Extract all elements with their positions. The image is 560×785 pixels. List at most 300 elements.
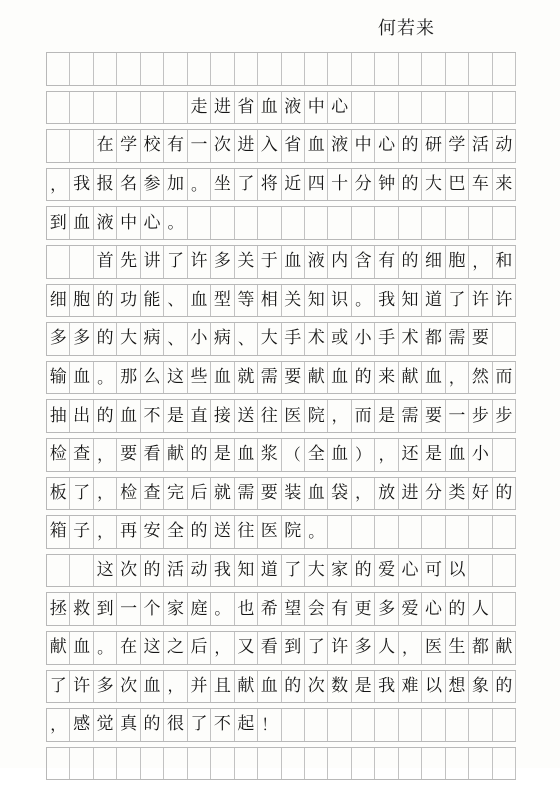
grid-cell: 人	[469, 593, 492, 625]
grid-cell	[469, 92, 492, 124]
grid-cell: 出	[70, 400, 93, 432]
grid-cell: 血	[235, 439, 258, 471]
grid-cell: 而	[493, 362, 516, 394]
grid-cell: 进	[399, 478, 422, 510]
grid-cell	[352, 53, 375, 85]
grid-cell: 血	[328, 439, 351, 471]
grid-cell: ，	[47, 709, 70, 741]
grid-cell	[493, 53, 516, 85]
grid-cell: 液	[305, 246, 328, 278]
grid-cell	[328, 53, 351, 85]
grid-cell: 进	[211, 92, 234, 124]
grid-cell: （	[282, 439, 305, 471]
grid-cell	[422, 748, 445, 780]
grid-cell	[70, 555, 93, 587]
grid-cell: 血	[70, 632, 93, 664]
grid-cell: 。	[94, 362, 117, 394]
grid-cell: 直	[188, 400, 211, 432]
grid-cell: 送	[235, 400, 258, 432]
grid-cell	[469, 709, 492, 741]
grid-cell: 到	[94, 593, 117, 625]
grid-cell	[469, 555, 492, 587]
grid-cell: ！	[258, 709, 281, 741]
grid-cell	[47, 748, 70, 780]
grid-cell	[469, 748, 492, 780]
grid-cell: ，	[94, 478, 117, 510]
grid-cell: 许	[328, 632, 351, 664]
grid-cell: 感	[70, 709, 93, 741]
grid-cell: 相	[258, 285, 281, 317]
grid-cell: 全	[164, 516, 187, 548]
grid-cell: 许	[469, 285, 492, 317]
grid-cell: 先	[117, 246, 140, 278]
grid-cell: 了	[235, 169, 258, 201]
text-row	[46, 284, 516, 318]
grid-cell: 而	[352, 400, 375, 432]
grid-cell: 起	[235, 709, 258, 741]
grid-cell: 箱	[47, 516, 70, 548]
grid-cell: ，	[94, 516, 117, 548]
grid-cell: 走	[188, 92, 211, 124]
grid-cell: 然	[469, 362, 492, 394]
grid-cell	[94, 92, 117, 124]
grid-cell: 血	[328, 362, 351, 394]
grid-cell: 多	[375, 593, 398, 625]
grid-cell: 首	[94, 246, 117, 278]
grid-cell: 了	[70, 478, 93, 510]
grid-cell: 就	[235, 362, 258, 394]
grid-cell: 。	[164, 207, 187, 239]
grid-cell: 分	[422, 478, 445, 510]
grid-cell: 接	[211, 400, 234, 432]
grid-cell	[446, 53, 469, 85]
grid-cell: 大	[305, 555, 328, 587]
grid-cell: 心	[328, 92, 351, 124]
grid-cell: 或	[328, 323, 351, 355]
grid-cell: 血	[117, 400, 140, 432]
grid-cell: 心	[375, 130, 398, 162]
grid-cell: 是	[375, 400, 398, 432]
grid-cell: 功	[117, 285, 140, 317]
grid-cell: 报	[94, 169, 117, 201]
grid-cell: 放	[375, 478, 398, 510]
grid-cell: 参	[141, 169, 164, 201]
grid-cell: 校	[141, 130, 164, 162]
grid-cell: 我	[375, 671, 398, 703]
grid-cell: 我	[375, 285, 398, 317]
grid-cell	[375, 207, 398, 239]
grid-cell: 的	[493, 478, 516, 510]
grid-cell: 进	[235, 130, 258, 162]
grid-cell: 输	[47, 362, 70, 394]
grid-cell: ，	[446, 362, 469, 394]
grid-cell: 也	[235, 593, 258, 625]
grid-cell	[493, 439, 516, 471]
text-row	[46, 670, 516, 704]
grid-cell: 往	[258, 400, 281, 432]
grid-cell	[422, 92, 445, 124]
grid-cell: 心	[141, 207, 164, 239]
text-row	[46, 438, 516, 472]
grid-cell	[117, 748, 140, 780]
grid-cell: 许	[188, 246, 211, 278]
grid-cell: 学	[446, 130, 469, 162]
grid-cell: 爱	[399, 593, 422, 625]
grid-cell	[375, 748, 398, 780]
grid-cell: 血	[70, 207, 93, 239]
grid-cell: 难	[399, 671, 422, 703]
grid-cell: 多	[211, 246, 234, 278]
grid-cell: 小	[352, 323, 375, 355]
grid-cell: 拯	[47, 593, 70, 625]
grid-cell: 。	[305, 516, 328, 548]
grid-cell: 胞	[446, 246, 469, 278]
grid-cell	[493, 516, 516, 548]
grid-cell: 是	[352, 671, 375, 703]
grid-cell: 胞	[70, 285, 93, 317]
grid-cell	[375, 92, 398, 124]
grid-cell: ，	[328, 400, 351, 432]
grid-cell: 数	[328, 671, 351, 703]
grid-cell: 全	[305, 439, 328, 471]
grid-cell	[422, 53, 445, 85]
grid-cell: 之	[164, 632, 187, 664]
grid-cell: 许	[493, 285, 516, 317]
grid-cell: 学	[117, 130, 140, 162]
grid-cell: 的	[446, 593, 469, 625]
grid-cell: 大	[117, 323, 140, 355]
grid-cell: 和	[493, 246, 516, 278]
grid-cell: 关	[235, 246, 258, 278]
grid-cell: 查	[70, 439, 93, 471]
grid-cell: 好	[469, 478, 492, 510]
grid-cell: 是	[422, 439, 445, 471]
grid-cell: 多	[352, 632, 375, 664]
grid-cell: 名	[117, 169, 140, 201]
grid-cell	[141, 53, 164, 85]
grid-cell: 抽	[47, 400, 70, 432]
grid-cell: 需	[399, 400, 422, 432]
grid-cell	[399, 92, 422, 124]
grid-cell	[352, 92, 375, 124]
grid-cell	[141, 748, 164, 780]
grid-cell: 有	[375, 246, 398, 278]
grid-cell	[211, 748, 234, 780]
grid-cell: 手	[282, 323, 305, 355]
grid-cell: 血	[422, 362, 445, 394]
grid-cell: 关	[282, 285, 305, 317]
grid-cell: 步	[493, 400, 516, 432]
grid-cell	[94, 53, 117, 85]
text-row	[46, 52, 516, 86]
text-row	[46, 168, 516, 202]
grid-cell: 院	[305, 400, 328, 432]
grid-cell: 庭	[188, 593, 211, 625]
grid-cell: ，	[375, 439, 398, 471]
grid-cell	[446, 748, 469, 780]
grid-cell: 多	[47, 323, 70, 355]
grid-cell: 。	[94, 632, 117, 664]
grid-cell	[305, 207, 328, 239]
grid-cell: 的	[141, 555, 164, 587]
grid-cell: 要	[117, 439, 140, 471]
grid-cell: 医	[282, 400, 305, 432]
grid-cell	[446, 207, 469, 239]
grid-cell: 小	[469, 439, 492, 471]
grid-cell: 会	[305, 593, 328, 625]
grid-cell: 了	[47, 671, 70, 703]
grid-cell: 更	[352, 593, 375, 625]
grid-cell: 次	[117, 555, 140, 587]
text-row	[46, 747, 516, 781]
grid-cell: 来	[493, 169, 516, 201]
grid-cell: 动	[493, 130, 516, 162]
grid-cell: 液	[328, 130, 351, 162]
grid-cell: 就	[211, 478, 234, 510]
grid-cell	[282, 748, 305, 780]
grid-cell: 象	[469, 671, 492, 703]
grid-cell: 血	[211, 362, 234, 394]
grid-cell: 了	[188, 709, 211, 741]
grid-cell: 病	[211, 323, 234, 355]
grid-cell: 的	[282, 671, 305, 703]
grid-cell: 血	[70, 362, 93, 394]
grid-cell: 以	[446, 555, 469, 587]
grid-cell: 分	[352, 169, 375, 201]
grid-cell: 在	[94, 130, 117, 162]
grid-cell: 道	[258, 555, 281, 587]
grid-cell: ，	[352, 478, 375, 510]
grid-cell: 近	[282, 169, 305, 201]
grid-cell	[469, 516, 492, 548]
grid-cell	[188, 748, 211, 780]
grid-cell	[47, 246, 70, 278]
grid-cell	[235, 207, 258, 239]
grid-cell: 来	[375, 362, 398, 394]
grid-cell: 省	[282, 130, 305, 162]
grid-cell	[493, 709, 516, 741]
grid-cell: 有	[328, 593, 351, 625]
grid-cell: 在	[117, 632, 140, 664]
grid-cell: 想	[446, 671, 469, 703]
grid-cell: ）	[352, 439, 375, 471]
grid-cell: 需	[235, 478, 258, 510]
grid-cell: 家	[328, 555, 351, 587]
grid-cell: 血	[305, 478, 328, 510]
grid-cell: ，	[469, 246, 492, 278]
grid-cell	[375, 516, 398, 548]
manuscript-grid	[46, 52, 516, 785]
grid-cell: 细	[422, 246, 445, 278]
text-row	[46, 245, 516, 279]
grid-cell: 液	[94, 207, 117, 239]
grid-cell: 的	[94, 285, 117, 317]
grid-cell: 的	[399, 246, 422, 278]
grid-cell	[422, 207, 445, 239]
grid-cell: 中	[352, 130, 375, 162]
grid-cell: 生	[446, 632, 469, 664]
grid-cell: 活	[469, 130, 492, 162]
grid-cell: 中	[117, 207, 140, 239]
grid-cell	[211, 53, 234, 85]
grid-cell: 都	[422, 323, 445, 355]
grid-cell: 板	[47, 478, 70, 510]
grid-cell	[399, 709, 422, 741]
grid-cell: 车	[469, 169, 492, 201]
grid-cell: 加	[164, 169, 187, 201]
grid-cell	[493, 92, 516, 124]
grid-cell	[188, 207, 211, 239]
grid-cell	[469, 207, 492, 239]
grid-cell: 血	[258, 671, 281, 703]
grid-cell: 一	[188, 130, 211, 162]
grid-cell: 心	[399, 555, 422, 587]
grid-cell	[235, 748, 258, 780]
grid-cell	[94, 748, 117, 780]
grid-cell: 那	[117, 362, 140, 394]
grid-cell: 家	[164, 593, 187, 625]
grid-cell	[258, 748, 281, 780]
grid-cell	[375, 53, 398, 85]
grid-cell: 浆	[258, 439, 281, 471]
grid-cell: 的	[141, 709, 164, 741]
grid-cell: 爱	[375, 555, 398, 587]
grid-cell: 许	[70, 671, 93, 703]
grid-cell	[47, 555, 70, 587]
grid-cell: 了	[305, 632, 328, 664]
grid-cell	[446, 92, 469, 124]
grid-cell: 的	[188, 516, 211, 548]
text-row	[46, 206, 516, 240]
grid-cell: 血	[282, 246, 305, 278]
grid-cell: 可	[422, 555, 445, 587]
grid-cell: 到	[47, 207, 70, 239]
grid-cell: 了	[446, 285, 469, 317]
title-row	[46, 91, 516, 125]
grid-cell	[282, 709, 305, 741]
grid-cell: 十	[328, 169, 351, 201]
grid-cell: 讲	[141, 246, 164, 278]
grid-cell: 装	[282, 478, 305, 510]
grid-cell: 的	[399, 169, 422, 201]
grid-cell	[375, 709, 398, 741]
grid-cell: 医	[422, 632, 445, 664]
grid-cell: 又	[235, 632, 258, 664]
grid-cell: 术	[399, 323, 422, 355]
grid-cell	[493, 207, 516, 239]
grid-cell	[117, 92, 140, 124]
grid-cell: 多	[70, 323, 93, 355]
grid-cell: 、	[164, 285, 187, 317]
text-row	[46, 322, 516, 356]
grid-cell: 不	[141, 400, 164, 432]
grid-cell: 看	[258, 632, 281, 664]
grid-cell: 道	[422, 285, 445, 317]
grid-cell: 这	[94, 555, 117, 587]
grid-cell: 以	[422, 671, 445, 703]
grid-cell	[47, 130, 70, 162]
grid-cell: 很	[164, 709, 187, 741]
grid-cell	[117, 53, 140, 85]
grid-cell: 多	[94, 671, 117, 703]
grid-cell: 到	[282, 632, 305, 664]
grid-cell	[399, 748, 422, 780]
grid-cell	[70, 246, 93, 278]
grid-cell: 手	[375, 323, 398, 355]
grid-cell: 个	[141, 593, 164, 625]
grid-cell: 我	[211, 555, 234, 587]
grid-cell: 是	[211, 439, 234, 471]
grid-cell: 送	[211, 516, 234, 548]
grid-cell: ，	[399, 632, 422, 664]
grid-cell: 袋	[328, 478, 351, 510]
grid-cell: 能	[141, 285, 164, 317]
grid-cell: 中	[305, 92, 328, 124]
grid-cell	[399, 207, 422, 239]
grid-cell: 省	[235, 92, 258, 124]
grid-cell: 献	[399, 362, 422, 394]
grid-cell: 大	[422, 169, 445, 201]
grid-cell	[141, 92, 164, 124]
grid-cell: 献	[235, 671, 258, 703]
grid-cell: 。	[211, 593, 234, 625]
grid-cell	[352, 748, 375, 780]
grid-cell: 的	[94, 400, 117, 432]
grid-cell: ，	[211, 632, 234, 664]
grid-cell: 安	[141, 516, 164, 548]
grid-cell: ，	[94, 439, 117, 471]
grid-cell: 往	[235, 516, 258, 548]
grid-cell	[352, 516, 375, 548]
grid-cell	[258, 207, 281, 239]
grid-cell: 血	[188, 285, 211, 317]
grid-cell: 的	[352, 362, 375, 394]
grid-cell: 医	[258, 516, 281, 548]
grid-cell: 知	[235, 555, 258, 587]
grid-cell: 于	[258, 246, 281, 278]
grid-cell: 血	[141, 671, 164, 703]
grid-cell: 后	[188, 632, 211, 664]
grid-cell: 类	[446, 478, 469, 510]
grid-cell	[422, 516, 445, 548]
grid-cell: 心	[422, 593, 445, 625]
text-row	[46, 361, 516, 395]
grid-cell: 研	[422, 130, 445, 162]
grid-cell: 子	[70, 516, 93, 548]
grid-cell: ，	[47, 169, 70, 201]
grid-cell: 动	[188, 555, 211, 587]
grid-cell: 的	[493, 671, 516, 703]
grid-cell	[493, 323, 516, 355]
grid-cell	[328, 207, 351, 239]
grid-cell	[164, 53, 187, 85]
grid-cell	[164, 748, 187, 780]
grid-cell	[493, 748, 516, 780]
text-row	[46, 477, 516, 511]
text-row	[46, 515, 516, 549]
grid-cell: 术	[305, 323, 328, 355]
grid-cell: 还	[399, 439, 422, 471]
text-row	[46, 592, 516, 626]
grid-cell: 液	[282, 92, 305, 124]
grid-cell	[352, 207, 375, 239]
grid-cell: 需	[258, 362, 281, 394]
grid-cell: 次	[211, 130, 234, 162]
grid-cell	[47, 53, 70, 85]
grid-cell	[422, 709, 445, 741]
grid-cell: 步	[469, 400, 492, 432]
grid-cell: 我	[70, 169, 93, 201]
